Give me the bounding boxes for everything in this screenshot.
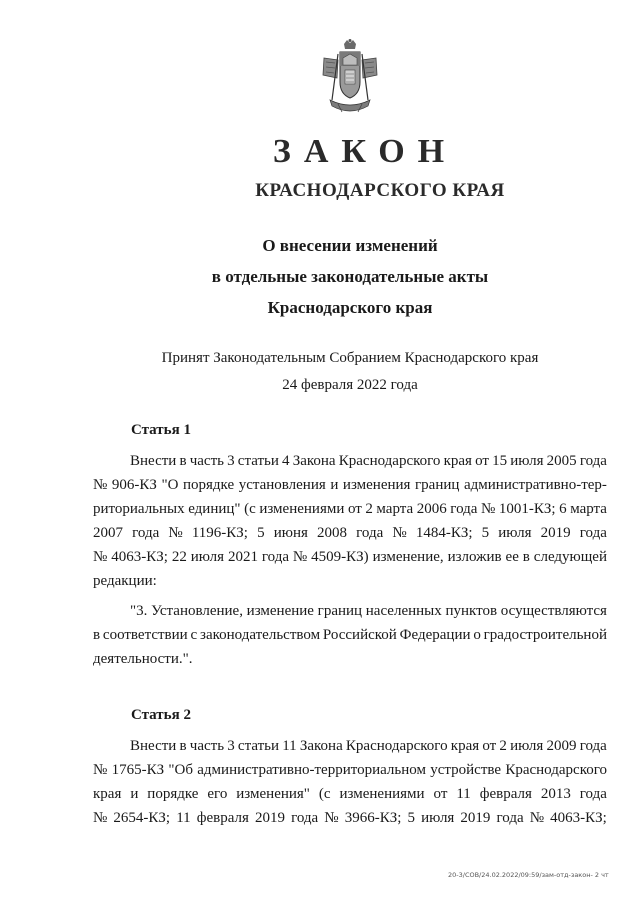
word: "О bbox=[161, 477, 179, 493]
text-line bbox=[93, 782, 607, 806]
word: края bbox=[450, 738, 480, 754]
word: изменение bbox=[246, 603, 314, 619]
word: 3966-КЗ; bbox=[344, 810, 402, 826]
quote-line bbox=[93, 623, 607, 647]
word: 3 bbox=[227, 453, 235, 469]
word: 4063-КЗ; bbox=[111, 549, 168, 565]
subject-line: в отдельные законодательные акты bbox=[211, 267, 489, 286]
text-line bbox=[93, 545, 607, 569]
word: № bbox=[93, 549, 108, 565]
adoption-date: 24 февраля 2022 года bbox=[282, 377, 418, 393]
word: часть bbox=[189, 453, 224, 469]
word: изменениями bbox=[339, 786, 425, 802]
quote-line bbox=[93, 599, 607, 623]
word: 906-КЗ bbox=[111, 477, 157, 493]
word: 11 bbox=[282, 738, 297, 754]
word: года bbox=[356, 525, 384, 541]
text-line: редакции: bbox=[93, 573, 157, 589]
word: 2006 bbox=[416, 501, 447, 517]
word: от bbox=[347, 501, 362, 517]
word: "Об bbox=[168, 762, 193, 778]
word: в bbox=[522, 549, 530, 565]
word: 2009 bbox=[546, 738, 577, 754]
word: изменения" bbox=[236, 786, 310, 802]
word: 2008 bbox=[317, 525, 348, 541]
word: 22 bbox=[171, 549, 187, 565]
word: № bbox=[529, 810, 545, 826]
word: № bbox=[324, 810, 339, 826]
word: года bbox=[132, 525, 160, 541]
word: и bbox=[130, 786, 139, 802]
word: 1765-КЗ bbox=[111, 762, 165, 778]
word: июля bbox=[510, 453, 544, 469]
word: 2007 bbox=[93, 525, 123, 541]
word: года bbox=[496, 810, 524, 826]
word: 5 bbox=[407, 810, 415, 826]
text-line bbox=[93, 734, 607, 758]
region-name: КРАСНОДАРСКОГО КРАЯ bbox=[255, 180, 505, 201]
word: административно-тер- bbox=[463, 477, 607, 493]
word: границ bbox=[415, 477, 460, 493]
word: о bbox=[473, 627, 481, 643]
word: (с bbox=[244, 501, 256, 517]
word: 2 bbox=[499, 738, 507, 754]
word: в bbox=[93, 627, 101, 643]
word: 15 bbox=[492, 453, 508, 469]
word: года bbox=[579, 525, 607, 541]
word: 2013 bbox=[540, 786, 571, 802]
word: года bbox=[291, 810, 319, 826]
word: Краснодарского bbox=[345, 738, 448, 754]
word: административно-территориальном bbox=[197, 762, 426, 778]
word: февраля bbox=[196, 810, 249, 826]
word: ее bbox=[505, 549, 519, 565]
word: 1196-КЗ; bbox=[191, 525, 248, 541]
word: границ bbox=[317, 603, 363, 619]
text-line bbox=[93, 758, 607, 782]
word: 4063-КЗ; bbox=[550, 810, 607, 826]
word: края bbox=[443, 453, 472, 469]
word: 2019 bbox=[460, 810, 491, 826]
word: Закона bbox=[292, 453, 336, 469]
word: следующей bbox=[533, 549, 607, 565]
subject-line: О внесении изменений bbox=[262, 236, 438, 255]
word: 1001-КЗ; bbox=[498, 501, 556, 517]
law-title: ЗАКОН bbox=[272, 133, 458, 170]
word: в bbox=[179, 738, 187, 754]
word: марта bbox=[376, 501, 414, 517]
word: года bbox=[579, 738, 607, 754]
word: Установление, bbox=[151, 603, 243, 619]
word: Краснодарского bbox=[505, 762, 607, 778]
word: от bbox=[475, 453, 489, 469]
word: № bbox=[481, 501, 496, 517]
word: 2021 bbox=[227, 549, 258, 565]
word: риториальных bbox=[93, 501, 185, 517]
article-2-body bbox=[93, 734, 607, 830]
word: 11 bbox=[176, 810, 191, 826]
word: в bbox=[179, 453, 187, 469]
word: № bbox=[292, 549, 308, 565]
word: 2019 bbox=[540, 525, 571, 541]
word: "3. bbox=[130, 603, 148, 619]
word: изменение, bbox=[372, 549, 444, 565]
word: № bbox=[93, 810, 108, 826]
word: соответствии bbox=[102, 627, 188, 643]
word: 3 bbox=[227, 738, 235, 754]
word: года bbox=[579, 786, 607, 802]
word: 2 bbox=[365, 501, 373, 517]
word: от bbox=[482, 738, 497, 754]
word: 2019 bbox=[254, 810, 285, 826]
article-1-body bbox=[93, 449, 607, 671]
text-line bbox=[93, 497, 607, 521]
word: порядке bbox=[147, 786, 199, 802]
word: (с bbox=[318, 786, 331, 802]
word: года bbox=[579, 453, 607, 469]
word: законодательством bbox=[200, 627, 321, 643]
word: единиц" bbox=[188, 501, 241, 517]
word: июля bbox=[421, 810, 455, 826]
word: статьи bbox=[237, 738, 280, 754]
word: Федерации bbox=[399, 627, 471, 643]
word: 1484-КЗ; bbox=[415, 525, 473, 541]
word: установления bbox=[238, 477, 326, 493]
adoption-info bbox=[0, 345, 640, 399]
coat-of-arms-icon bbox=[318, 38, 382, 118]
word: № bbox=[93, 762, 108, 778]
word: июня bbox=[273, 525, 308, 541]
footer-stamp: 20-3/СОВ/24.02.2022/09:59/зам-отд-закон- 2 чт bbox=[448, 871, 609, 879]
word: № bbox=[168, 525, 183, 541]
word: населенных bbox=[365, 603, 442, 619]
word: февраля bbox=[479, 786, 532, 802]
word: градостроительной bbox=[483, 627, 607, 643]
word: Закона bbox=[299, 738, 343, 754]
word: пунктов bbox=[445, 603, 498, 619]
article-1-heading: Статья 1 bbox=[131, 422, 191, 438]
word: 4 bbox=[282, 453, 290, 469]
text-line bbox=[93, 806, 607, 830]
word: июля bbox=[510, 738, 544, 754]
word: 2654-КЗ; bbox=[113, 810, 171, 826]
word: № bbox=[392, 525, 407, 541]
word: 6 bbox=[559, 501, 567, 517]
word: июля bbox=[190, 549, 225, 565]
article-2-heading: Статья 2 bbox=[131, 707, 191, 723]
word: 11 bbox=[456, 786, 471, 802]
text-line bbox=[93, 449, 607, 473]
adoption-line: Принят Законодательным Собранием Краснодарского края bbox=[161, 350, 539, 366]
word: года bbox=[261, 549, 289, 565]
word: Внести bbox=[130, 738, 177, 754]
word: изменениями bbox=[259, 501, 345, 517]
word: изложив bbox=[447, 549, 502, 565]
word: Внести bbox=[130, 453, 177, 469]
word: от bbox=[433, 786, 448, 802]
word: № bbox=[93, 477, 108, 493]
word: устройстве bbox=[430, 762, 502, 778]
word: Краснодарского bbox=[338, 453, 441, 469]
word: статьи bbox=[237, 453, 279, 469]
word: года bbox=[450, 501, 478, 517]
word: июля bbox=[498, 525, 532, 541]
word: порядке bbox=[182, 477, 235, 493]
word: осуществляются bbox=[500, 603, 607, 619]
subject-line: Краснодарского края bbox=[267, 298, 433, 317]
law-subject bbox=[0, 230, 640, 323]
word: 4509-КЗ) bbox=[311, 549, 369, 565]
word: с bbox=[190, 627, 198, 643]
text-line bbox=[93, 521, 607, 545]
word: 2005 bbox=[546, 453, 577, 469]
word: 5 bbox=[257, 525, 265, 541]
word: изменения bbox=[342, 477, 411, 493]
word: часть bbox=[189, 738, 225, 754]
word: края bbox=[93, 786, 122, 802]
word: его bbox=[207, 786, 228, 802]
word: 5 bbox=[481, 525, 490, 541]
text-line bbox=[93, 473, 607, 497]
word: марта bbox=[570, 501, 607, 517]
word: и bbox=[330, 477, 339, 493]
word: Российской bbox=[322, 627, 397, 643]
quote-line: деятельности.". bbox=[93, 651, 193, 667]
